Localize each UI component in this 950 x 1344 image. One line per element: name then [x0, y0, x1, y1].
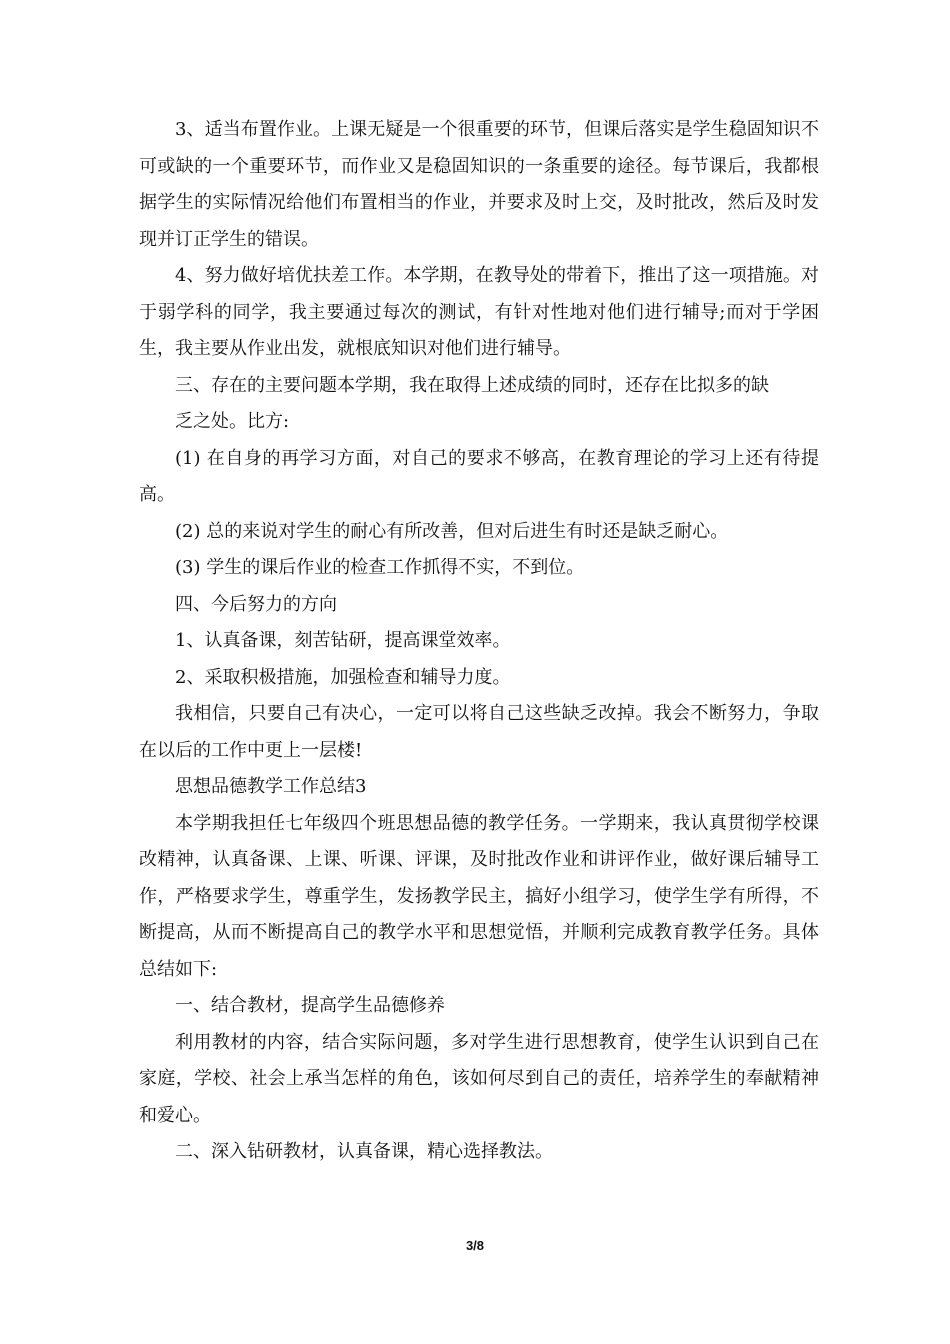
section-heading: 二、深入钻研教材，认真备课，精心选择教法。	[175, 1141, 553, 1162]
paragraph: 利用教材的内容，结合实际问题，多对学生进行思想教育，使学生认识到自己在家庭，学校、社会上承当怎样的角色，该如何尽到自己的责任，培养学生的奉献精神和爱心。	[139, 1031, 819, 1126]
section-heading: 一、结合教材，提高学生品德修养	[175, 995, 445, 1016]
paragraph: 1、认真备课，刻苦钻研，提高课堂效率。	[175, 630, 511, 651]
paragraph: (3) 学生的课后作业的检查工作抓得不实，不到位。	[175, 557, 585, 578]
paragraph: 三、存在的主要问题本学期，我在取得上述成绩的同时，还存在比拟多的缺	[175, 374, 769, 396]
document-body	[139, 112, 819, 1171]
document-section-title: 思想品德教学工作总结3	[175, 776, 367, 797]
paragraph: 2、采取积极措施，加强检查和辅导力度。	[175, 666, 511, 688]
page-number: 3/8	[465, 1238, 485, 1253]
section-heading: 四、今后努力的方向	[175, 593, 337, 615]
paragraph: 3、适当布置作业。上课无疑是一个很重要的环节，但课后落实是学生稳固知识不可或缺的一个重要环节，而作业又是稳固知识的一条重要的途径。每节课后，我都根据学生的实际情况给他们布置相当的作业，并要求及时上交，及时批改，然后及时发现并订正学生的错误。	[139, 119, 819, 250]
paragraph: (1) 在自身的再学习方面，对自己的要求不够高，在教育理论的学习上还有待提高。	[139, 447, 819, 505]
paragraph: 4、努力做好培优扶差工作。本学期，在教导处的带着下，推出了这一项措施。对于弱学科的同学，我主要通过每次的测试，有针对性地对他们进行辅导;而对于学困生，我主要从作业出发，就根底知识对他们进行辅导。	[139, 265, 819, 359]
paragraph: 本学期我担任七年级四个班思想品德的教学任务。一学期来，我认真贯彻学校课改精神，认真备课、上课、听课、评课，及时批改作业和讲评作业，做好课后辅导工作，严格要求学生，尊重学生，发扬教学民主，搞好小组学习，使学生学有所得，不断提高，从而不断提高自己的教学水平和思想觉悟，并顺利完成教育教学任务。具体总结如下:	[139, 812, 819, 980]
paragraph: (2) 总的来说对学生的耐心有所改善，但对后进生有时还是缺乏耐心。	[175, 520, 729, 542]
paragraph: 乏之处。比方:	[175, 411, 290, 432]
paragraph: 我相信，只要自己有决心，一定可以将自己这些缺乏改掉。我会不断努力，争取在以后的工作中更上一层楼!	[139, 703, 819, 761]
